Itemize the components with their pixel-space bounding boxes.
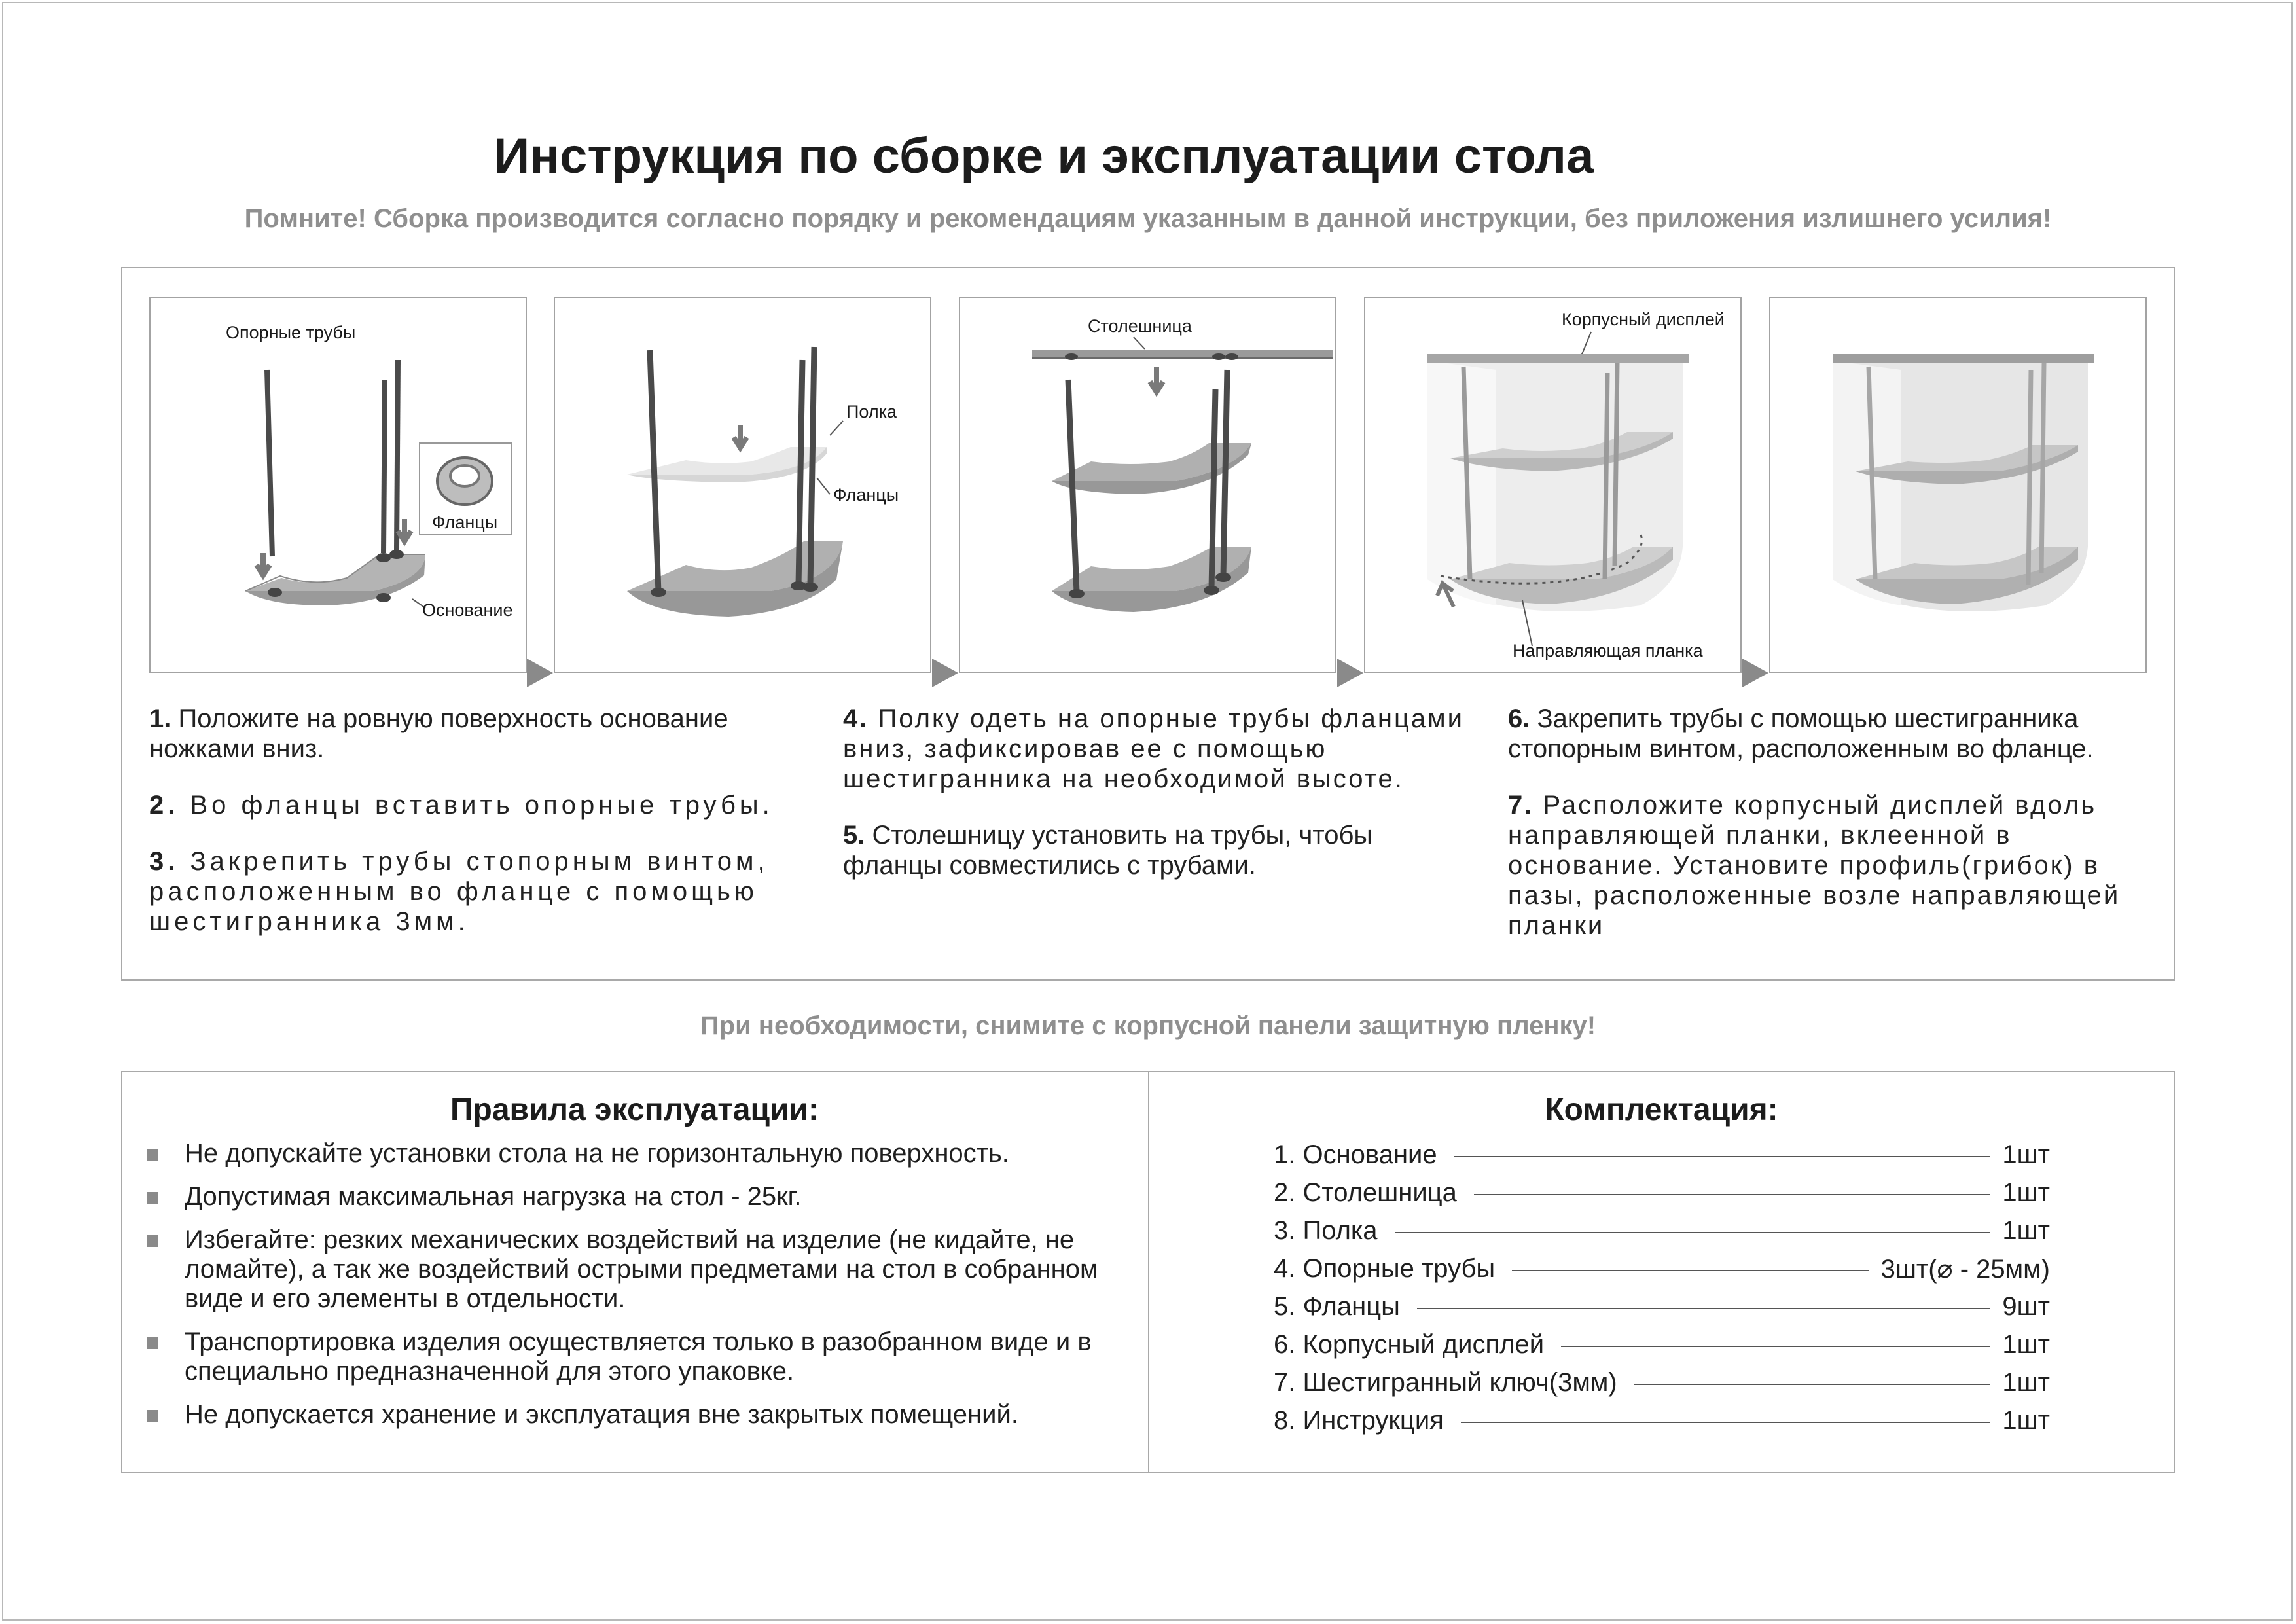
bullet-icon [147, 1192, 158, 1204]
bullet-icon [147, 1235, 158, 1247]
rule-item: Допустимая максимальная нагрузка на стол - 25кг. [145, 1182, 1101, 1212]
step-3: 3. Закрепить трубы стопорным винтом, расположенным во фланце с помощью шестигранника 3мм. [149, 847, 769, 936]
figure-step-4 [1364, 297, 1742, 673]
bullet-icon [147, 1337, 158, 1349]
figure-step-2 [554, 297, 931, 673]
kit-list [1274, 1140, 2050, 1444]
label-tabletop: Столешница [1088, 316, 1192, 336]
film-note: При необходимости, снимите с корпусной панели защитную пленку! [700, 1011, 1596, 1040]
step-6: 6. Закрепить трубы с помощью шестигранника стопорным винтом, расположенным во фланце. [1508, 704, 2094, 763]
label-display: Корпусный дисплей [1562, 310, 1725, 329]
page-subtitle: Помните! Сборка производится согласно порядку и рекомендациям указанным в данной инструкции, без приложения излишнего усилия! [244, 204, 2052, 233]
kit-item: 8. Инструкция 1шт [1274, 1406, 2050, 1435]
kit-item: 4. Опорные трубы 3шт(⌀ - 25мм) [1274, 1254, 2050, 1284]
page-title: Инструкция по сборке и эксплуатации стола [493, 128, 1594, 184]
bullet-icon [147, 1410, 158, 1422]
arrow-right-icon [1337, 659, 1363, 687]
step-4: 4. Полку одеть на опорные трубы фланцами вниз, зафиксировав ее с помощью шестигранника на необходимой высоте. [843, 704, 1464, 793]
label-support-tubes: Опорные трубы [226, 323, 356, 342]
arrow-right-icon [1742, 659, 1768, 687]
kit-item: 6. Корпусный дисплей 1шт [1274, 1330, 2050, 1359]
rules-list [145, 1139, 1101, 1443]
label-base: Основание [422, 600, 513, 620]
label-shelf: Полка [846, 402, 897, 422]
step-5: 5. Столешницу установить на трубы, чтобы фланцы совместились с трубами. [843, 821, 1373, 880]
bullet-icon [147, 1149, 158, 1161]
section-divider [1148, 1071, 1149, 1473]
rule-item: Избегайте: резких механических воздействий на изделие (не кидайте, не ломайте), а так же воздействий острыми предметами на стол в собранном виде и его элементы в отдельности. [145, 1225, 1101, 1314]
step-2: 2. Во фланцы вставить опорные трубы. [149, 791, 774, 820]
kit-item: 5. Фланцы 9шт [1274, 1292, 2050, 1321]
rule-item: Не допускайте установки стола на не горизонтальную поверхность. [145, 1139, 1101, 1168]
label-guide-bar: Направляющая планка [1513, 641, 1703, 660]
kit-item: 3. Полка 1шт [1274, 1216, 2050, 1245]
arrow-right-icon [932, 659, 958, 687]
kit-title: Комплектация: [1545, 1092, 1778, 1127]
step-7: 7. Расположите корпусный дисплей вдоль направляющей планки, вклеенной в основание. Установите профиль(грибок) в пазы, расположенные возле направляющей планки [1508, 791, 2121, 940]
figure-step-3 [959, 297, 1336, 673]
steps-column-2 [843, 704, 1471, 907]
kit-item: 7. Шестигранный ключ(3мм) 1шт [1274, 1368, 2050, 1397]
rule-item: Транспортировка изделия осуществляется только в разобранном виде и в специально предназначенной для этого упаковке. [145, 1327, 1101, 1386]
figure-step-1 [149, 297, 527, 673]
arrow-right-icon [527, 659, 553, 687]
figure-step-5 [1769, 297, 2147, 673]
steps-column-3 [1508, 704, 2162, 967]
steps-column-1 [149, 704, 797, 963]
label-flanges: Фланцы [432, 513, 498, 532]
step-1: 1. Положите на ровную поверхность основание ножками вниз. [149, 704, 728, 763]
rule-item: Не допускается хранение и эксплуатация вне закрытых помещений. [145, 1400, 1101, 1430]
kit-item: 1. Основание 1шт [1274, 1140, 2050, 1169]
label-flanges-2: Фланцы [833, 485, 899, 505]
kit-item: 2. Столешница 1шт [1274, 1178, 2050, 1207]
rules-title: Правила эксплуатации: [450, 1092, 819, 1127]
